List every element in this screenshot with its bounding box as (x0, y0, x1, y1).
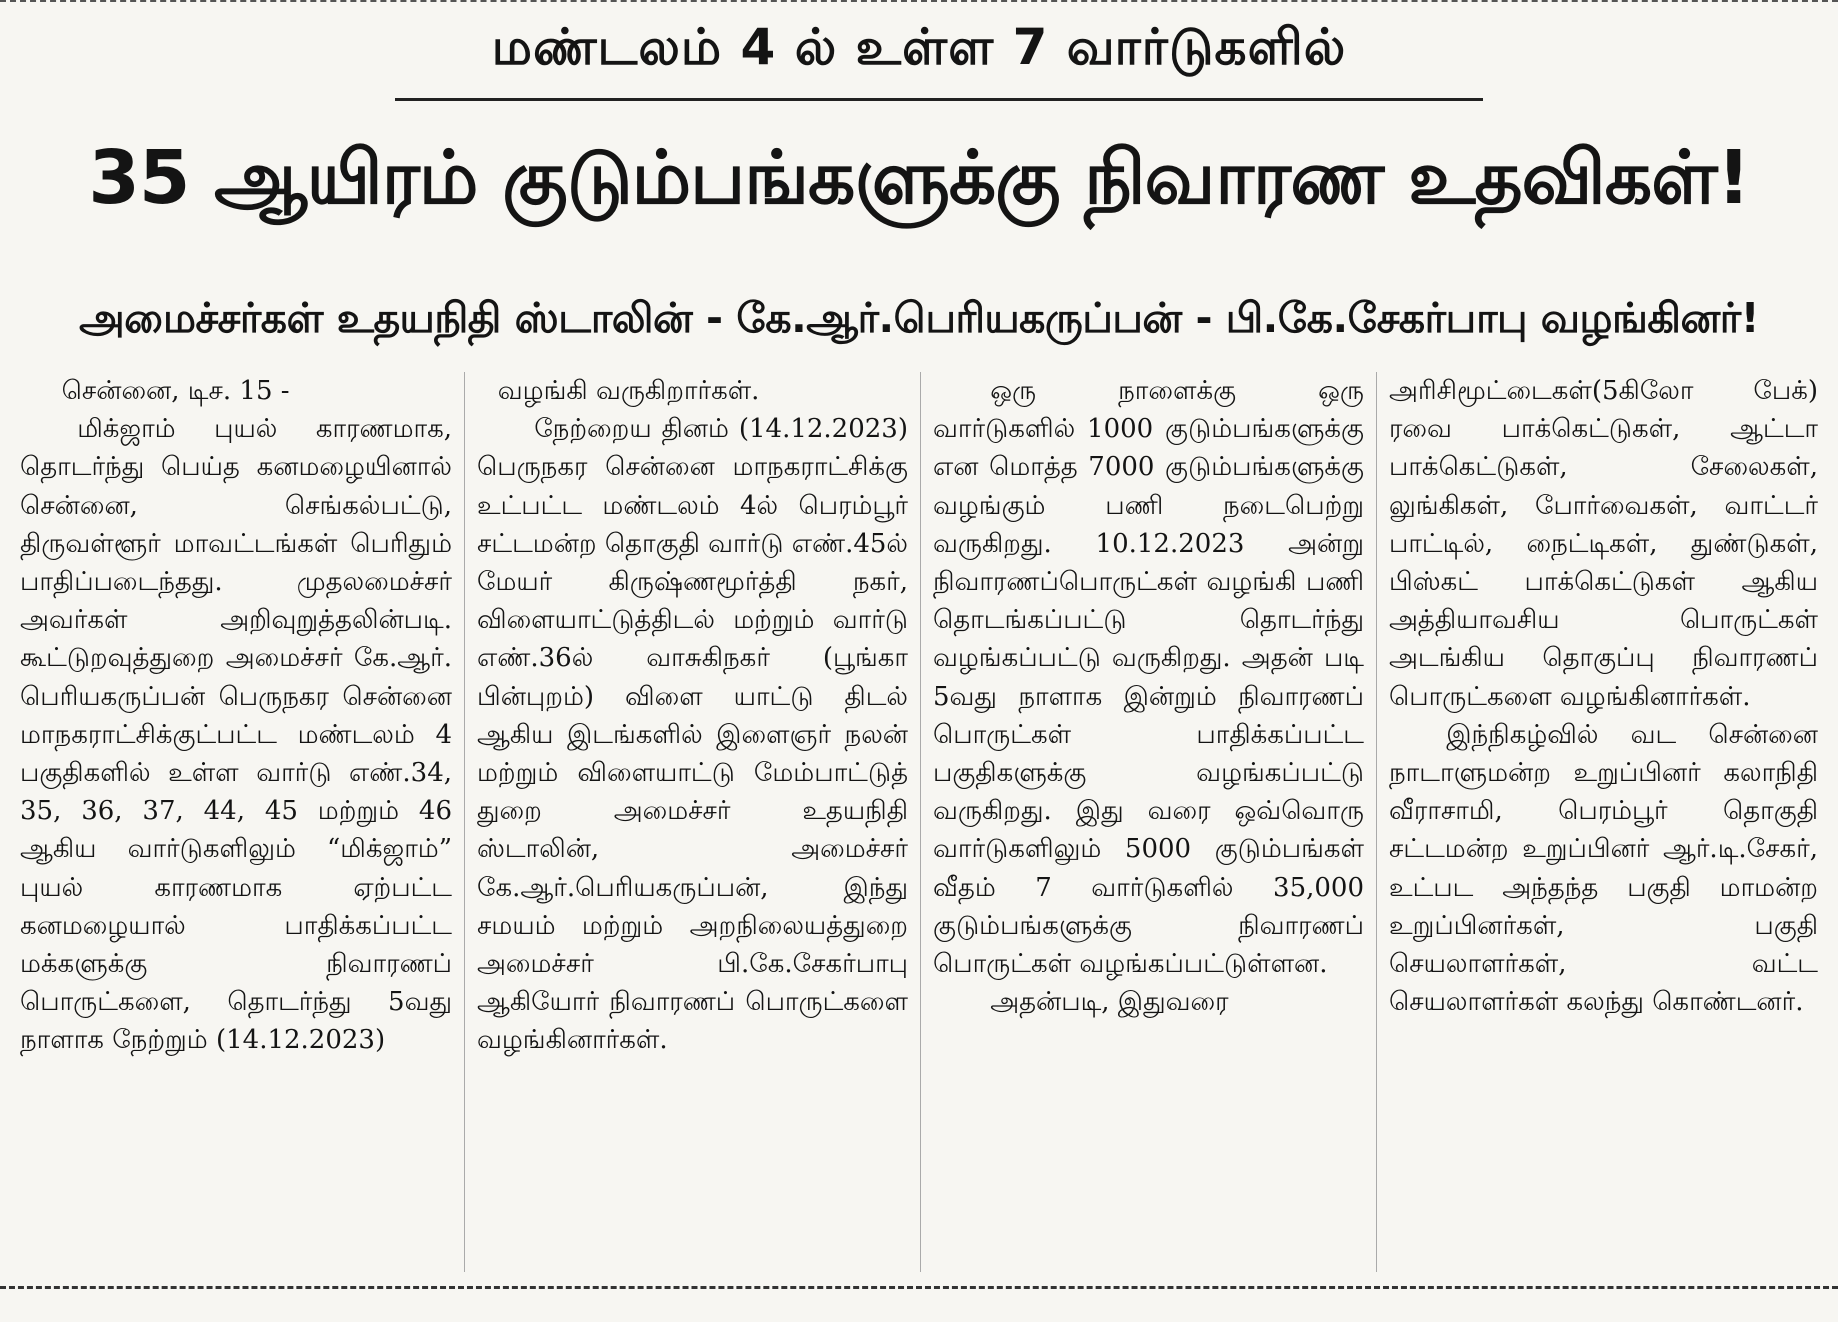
bottom-dashed-rule (0, 1286, 1838, 1289)
top-dashed-rule (0, 0, 1838, 12)
column-3 (920, 372, 1376, 1272)
paragraph: மிக்ஜாம் புயல் காரணமாக, தொடர்ந்து பெய்த கனமழையினால் சென்னை, செங்கல்பட்டு, திருவள்ளூர் மாவட்டங்கள் பெரிதும் பாதிப்படைந்தது. முதலமைச்சர் அவர்கள் அறிவுறுத்தலின்படி. கூட்டுறவுத்துறை அமைச்சர் கே.ஆர். பெரியகருப்பன் பெருநகர சென்னை மாநகராட்சிக்குட்பட்ட மண்டலம் 4 பகுதிகளில் உள்ள வார்டு எண்.34, 35, 36, 37, 44, 45 மற்றும் 46 ஆகிய வார்டுகளிலும் “மிக்ஜாம்” புயல் காரணமாக ஏற்பட்ட கனமழையால் பாதிக்கப்பட்ட மக்களுக்கு நிவாரணப் பொருட்களை, தொடர்ந்து 5வது நாளாக நேற்றும் (14.12.2023) (20, 414, 452, 1056)
paragraph: நேற்றைய தினம் (14.12.2023) பெருநகர சென்னை மாநகராட்சிக்கு உட்பட்ட மண்டலம் 4ல் பெரம்பூர் சட்டமன்ற தொகுதி வார்டு எண்.45ல் மேயர் கிருஷ்ணமூர்த்தி நகர், விளையாட்டுத்திடல் மற்றும் வார்டு எண்.36ல் வாசுகிநகர் (பூங்கா பின்புறம்) விளை யாட்டு திடல் ஆகிய இடங்களில் இளைஞர் நலன் மற்றும் விளையாட்டு மேம்பாட்டுத் துறை அமைச்சர் உதயநிதி ஸ்டாலின், அமைச்சர் கே.ஆர்.பெரியகருப்பன், இந்து சமயம் மற்றும் அறநிலையத்துறை அமைச்சர் பி.கே.சேகர்பாபு ஆகியோர் நிவாரணப் பொருட்களை வழங்கினார்கள். (477, 414, 908, 1056)
article-body (8, 372, 1830, 1272)
kicker-headline: மண்டலம் 4 ல் உள்ள 7 வார்டுகளில் (491, 18, 1347, 76)
column-1 (8, 372, 464, 1272)
kicker-underline (395, 98, 1483, 101)
paragraph: அதன்படி, இதுவரை (990, 987, 1229, 1018)
column-2 (464, 372, 920, 1272)
paragraph: வழங்கி வருகிறார்கள். (497, 376, 760, 406)
paragraph: ஒரு நாளைக்கு ஒரு வார்டுகளில் 1000 குடும்பங்களுக்கு என மொத்த 7000 குடும்பங்களுக்கு வழங்கும் பணி நடைபெற்று வருகிறது. 10.12.2023 அன்று நிவாரணப்பொருட்கள் வழங்கி பணி தொடங்கப்பட்டு தொடர்ந்து வழங்கப்பட்டு வருகிறது. அதன் படி 5வது நாளாக இன்றும் நிவாரணப் பொருட்கள் பாதிக்கப்பட்ட பகுதிகளுக்கு வழங்கப்பட்டு வருகிறது. இது வரை ஒவ்வொரு வார்டுகளிலும் 5000 குடும்பங்கள் வீதம் 7 வார்டுகளில் 35,000 குடும்பங்களுக்கு நிவாரணப் பொருட்கள் வழங்கப்பட்டுள்ளன. (933, 376, 1364, 980)
column-4 (1376, 372, 1830, 1272)
dateline: சென்னை, டிச. 15 - (61, 376, 290, 406)
paragraph: அரிசிமூட்டைகள்(5கிலோ பேக்) ரவை பாக்கெட்டுகள், ஆட்டா பாக்கெட்டுகள், சேலைகள், லுங்கிகள், போர்வைகள், வாட்டர் பாட்டில், நைட்டிகள், துண்டுகள், பிஸ்கட் பாக்கெட்டுகள் ஆகிய அத்தியாவசிய பொருட்கள் அடங்கிய தொகுப்பு நிவாரணப் பொருட்களை வழங்கினார்கள். (1389, 376, 1818, 712)
subheadline: அமைச்சர்கள் உதயநிதி ஸ்டாலின் - கே.ஆர்.பெரியகருப்பன் - பி.கே.சேகர்பாபு வழங்கினர்! (79, 294, 1759, 342)
main-headline: 35 ஆயிரம் குடும்பங்களுக்கு நிவாரண உதவிகள்! (88, 135, 1750, 221)
paragraph: இந்நிகழ்வில் வட சென்னை நாடாளுமன்ற உறுப்பினர் கலாநிதி வீராசாமி, பெரம்பூர் தொகுதி சட்டமன்ற உறுப்பினர் ஆர்.டி.சேகர், உட்பட அந்தந்த பகுதி மாமன்ற உறுப்பினர்கள், பகுதி செயலாளர்கள், வட்ட செயலாளர்கள் கலந்து கொண்டனர். (1389, 719, 1818, 1018)
